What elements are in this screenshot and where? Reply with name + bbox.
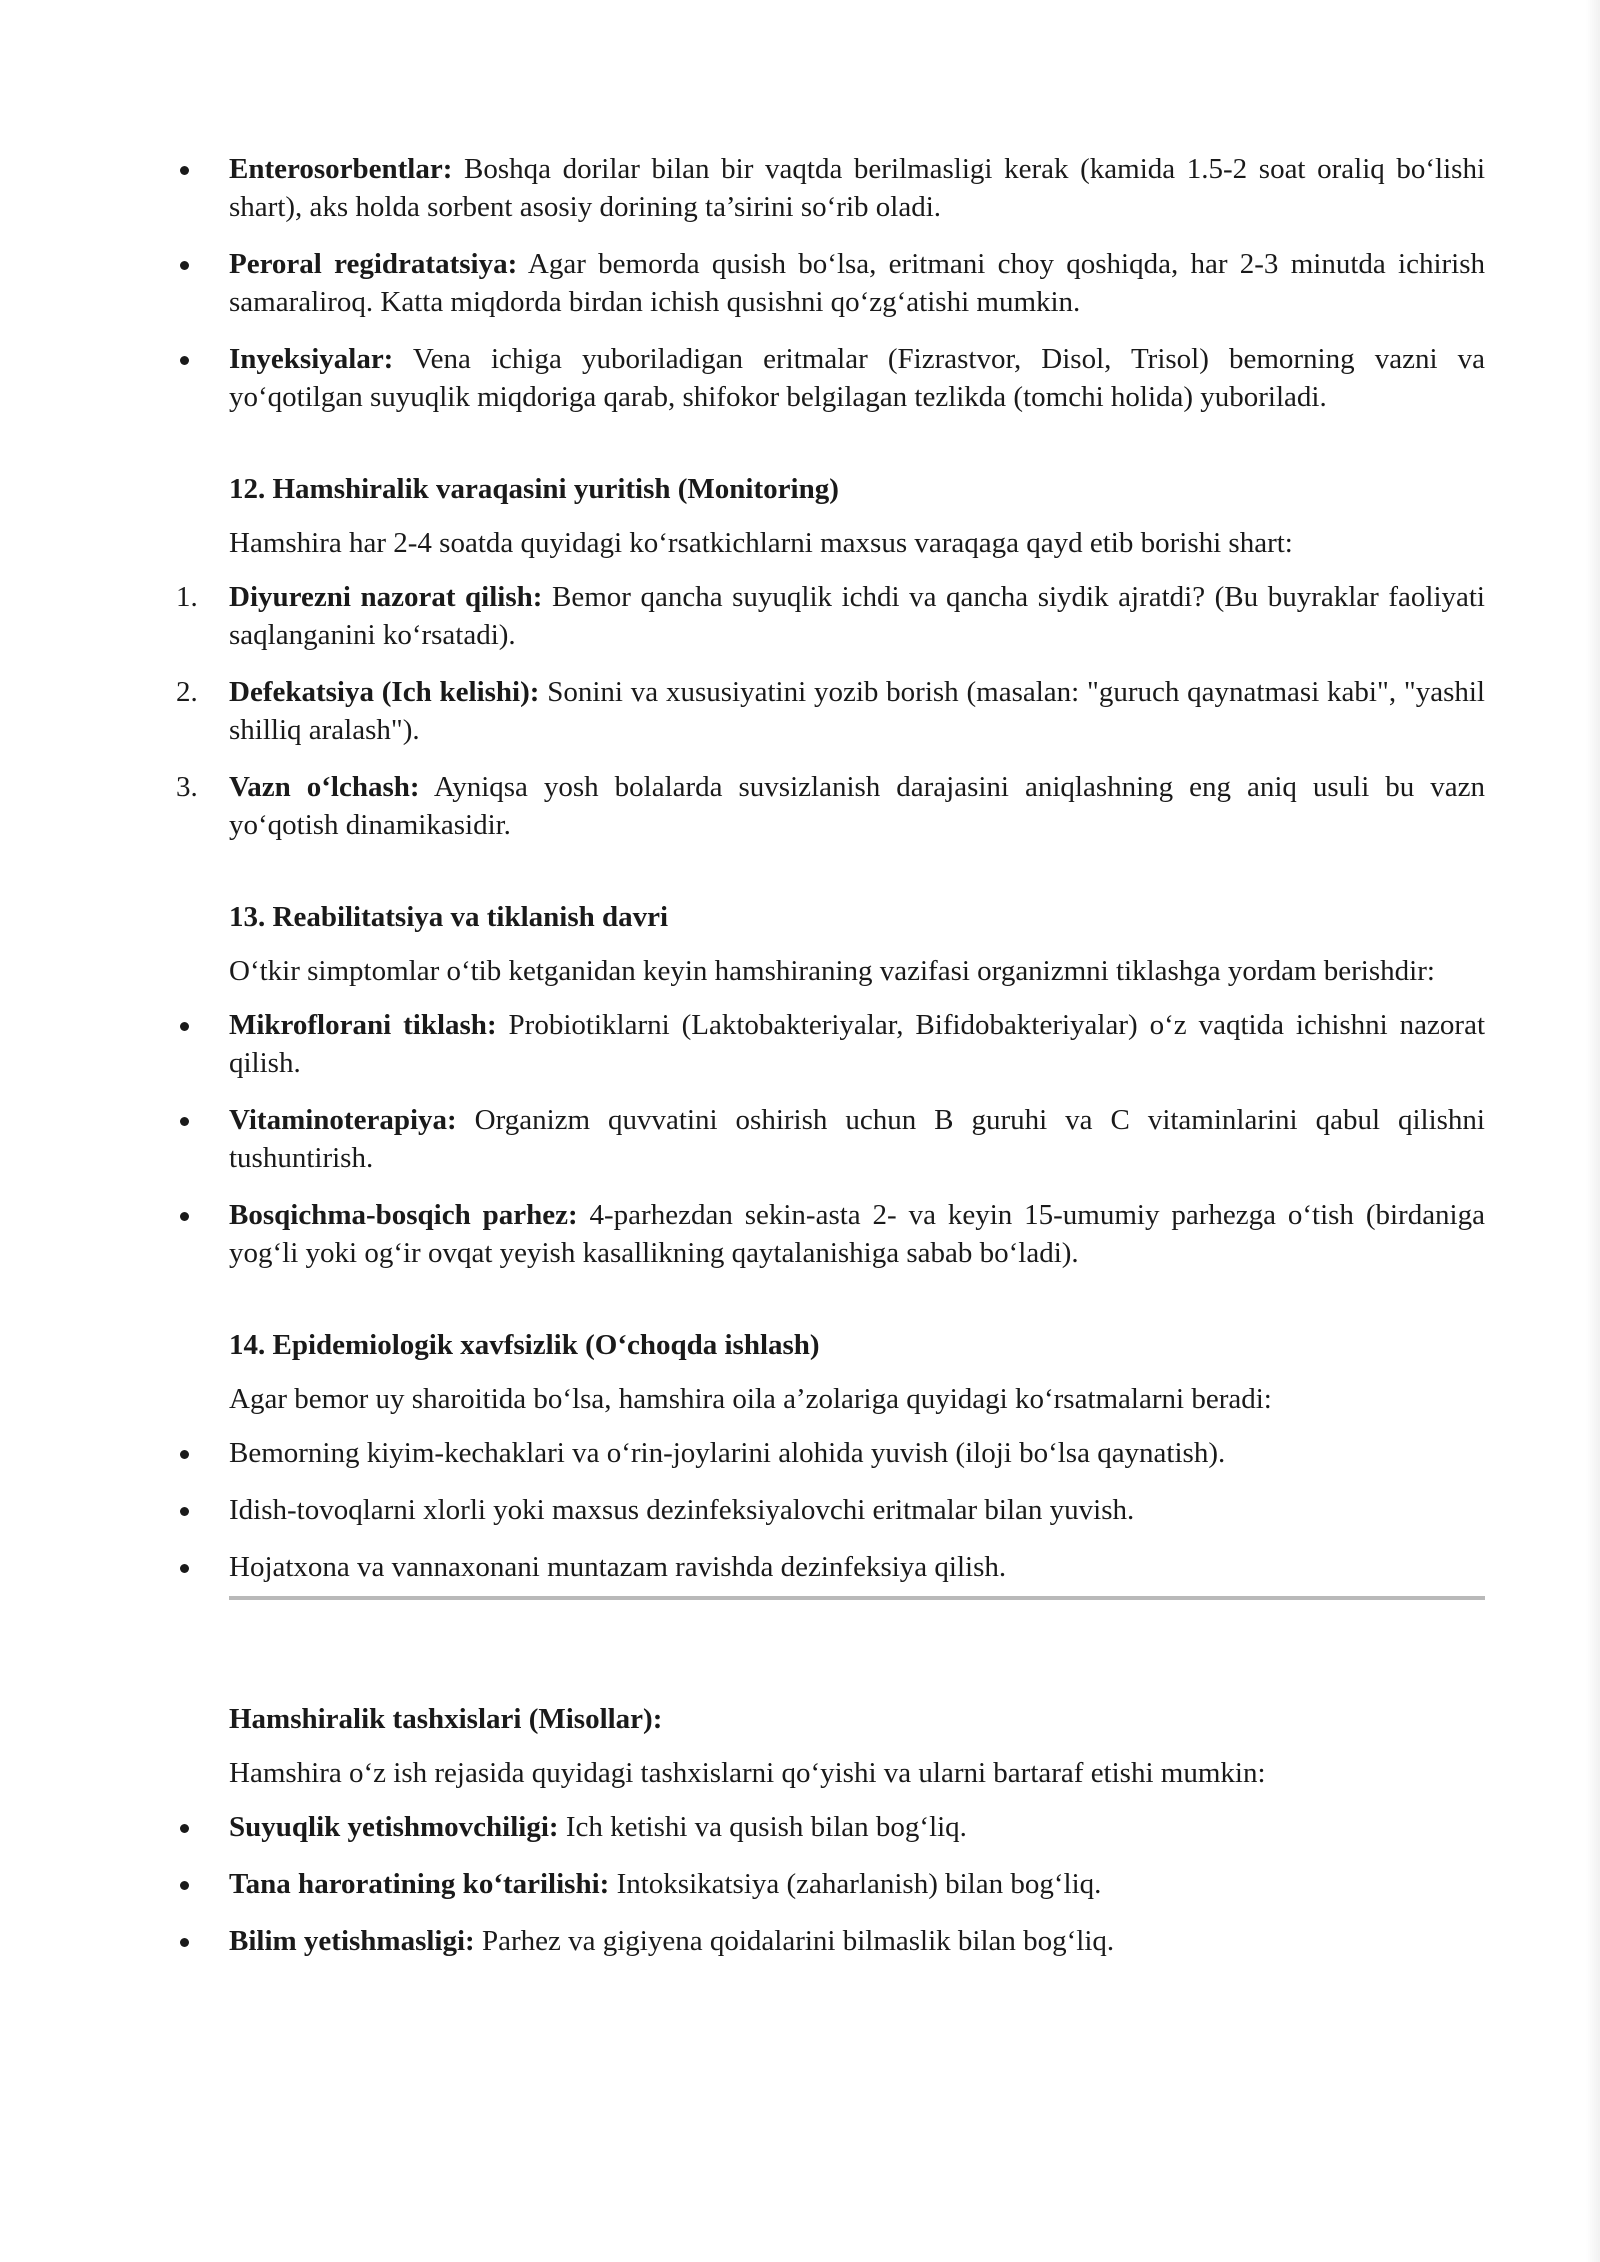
list-item: [0, 1491, 1485, 1529]
bullet-icon: [180, 1938, 189, 1947]
section-13-heading: 13. Reabilitatsiya va tiklanish davri: [229, 901, 669, 933]
list-item: [0, 1548, 1485, 1586]
item-text: Vena ichiga yuboriladigan eritmalar (Fizrastvor, Disol, Trisol) bemorning vazni va yo‘qotilgan suyuqlik miqdoriga qarab, shifokor belgilagan tezlikda (tomchi holida) yuboriladi.: [229, 343, 1485, 413]
section-13-intro: O‘tkir simptomlar o‘tib ketganidan keyin hamshiraning vazifasi organizmni tiklashga yordam berishdir:: [229, 955, 1435, 987]
section-14-intro: Agar bemor uy sharoitida bo‘lsa, hamshira oila a’zolariga quyidagi ko‘rsatmalarni beradi:: [229, 1383, 1272, 1415]
item-title: Vitaminoterapiya:: [229, 1104, 457, 1136]
list-item: [0, 150, 1485, 226]
item-text: Ayniqsa yosh bolalarda suvsizlanish darajasini aniqlashning eng aniq usuli bu vazn yo‘qotish dinamikasidir.: [229, 771, 1485, 841]
section-12-heading: 12. Hamshiralik varaqasini yuritish (Monitoring): [229, 473, 839, 505]
list-item: [0, 245, 1485, 321]
numbered-item: [0, 578, 1485, 654]
diagnoses-intro: Hamshira o‘z ish rejasida quyidagi tashxislarni qo‘yishi va ularni bartaraf etishi mumkin:: [229, 1757, 1266, 1789]
item-title: Enterosorbentlar:: [229, 153, 453, 185]
item-text: Boshqa dorilar bilan bir vaqtda berilmasligi kerak (kamida 1.5-2 soat oraliq bo‘lishi shart), aks holda sorbent asosiy dorining ta’sirini so‘rib oladi.: [229, 153, 1485, 223]
item-number: 3.: [176, 771, 198, 803]
section-14-heading: 14. Epidemiologik xavfsizlik (O‘choqda ishlash): [229, 1329, 820, 1361]
list-item: [0, 1434, 1485, 1472]
item-text: 4-parhezdan sekin-asta 2- va keyin 15-umumiy parhezga o‘tish (birdaniga yog‘li yoki og‘ir ovqat yeyish kasallikning qaytalanishiga sabab bo‘ladi).: [229, 1199, 1485, 1269]
bullet-icon: [180, 261, 189, 270]
item-title: Vazn o‘lchash:: [229, 771, 420, 803]
bullet-icon: [180, 1212, 189, 1221]
list-item: [0, 1006, 1485, 1082]
item-title: Suyuqlik yetishmovchiligi:: [229, 1811, 559, 1843]
item-title: Defekatsiya (Ich kelishi):: [229, 676, 540, 708]
item-title: Bilim yetishmasligi:: [229, 1925, 475, 1957]
item-title: Bosqichma-bosqich parhez:: [229, 1199, 578, 1231]
list-item: [0, 1101, 1485, 1177]
item-title: Tana haroratining ko‘tarilishi:: [229, 1868, 610, 1900]
bullet-icon: [180, 1022, 189, 1031]
list-item: [0, 1865, 1485, 1903]
item-text: Probiotiklarni (Laktobakteriyalar, Bifidobakteriyalar) o‘z vaqtida ichishni nazorat qilish.: [229, 1009, 1486, 1079]
list-item: [0, 1808, 1485, 1846]
item-text: Organizm quvvatini oshirish uchun B guruhi va C vitaminlarini qabul qilishni tushuntirish.: [229, 1104, 1485, 1174]
item-text: Intoksikatsiya (zaharlanish) bilan bog‘liq.: [609, 1868, 1102, 1900]
document-body: [0, 150, 1600, 1979]
item-text: Bemorning kiyim-kechaklari va o‘rin-joylarini alohida yuvish (iloji bo‘lsa qaynatish).: [229, 1437, 1226, 1469]
bullet-icon: [180, 1117, 189, 1126]
bullet-icon: [180, 1507, 189, 1516]
numbered-item: [0, 768, 1485, 844]
list-item: [0, 340, 1485, 416]
item-text: Bemor qancha suyuqlik ichdi va qancha siydik ajratdi? (Bu buyraklar faoliyati saqlanganini ko‘rsatadi).: [229, 581, 1485, 651]
item-text: Parhez va gigiyena qoidalarini bilmaslik bilan bog‘liq.: [474, 1925, 1115, 1957]
list-item: [0, 1922, 1485, 1960]
numbered-item: [0, 673, 1485, 749]
bullet-icon: [180, 356, 189, 365]
item-text: Ich ketishi va qusish bilan bog‘liq.: [558, 1811, 967, 1843]
item-text: Hojatxona va vannaxonani muntazam ravishda dezinfeksiya qilish.: [229, 1551, 1007, 1583]
item-title: Inyeksiyalar:: [229, 343, 394, 375]
item-text: Agar bemorda qusish bo‘lsa, eritmani choy qoshiqda, har 2-3 minutda ichirish samaraliroq. Katta miqdorda birdan ichish qusishni qo‘zg‘atishi mumkin.: [229, 248, 1486, 318]
item-number: 1.: [176, 581, 198, 613]
item-number: 2.: [176, 676, 198, 708]
bullet-icon: [180, 1824, 189, 1833]
bullet-icon: [180, 1564, 189, 1573]
item-text: Idish-tovoqlarni xlorli yoki maxsus dezinfeksiyalovchi eritmalar bilan yuvish.: [229, 1494, 1135, 1526]
item-title: Peroral regidratatsiya:: [229, 248, 518, 280]
section-12-intro: Hamshira har 2-4 soatda quyidagi ko‘rsatkichlarni maxsus varaqaga qayd etib borishi shart:: [229, 527, 1293, 559]
item-title: Mikroflorani tiklash:: [229, 1009, 497, 1041]
list-item: [0, 1196, 1485, 1272]
diagnoses-heading: Hamshiralik tashxislari (Misollar):: [229, 1703, 663, 1735]
bullet-icon: [180, 166, 189, 175]
item-text: Sonini va xususiyatini yozib borish (masalan: "guruch qaynatmasi kabi", "yashil shilliq aralash").: [229, 676, 1485, 746]
item-title: Diyurezni nazorat qilish:: [229, 581, 543, 613]
bullet-icon: [180, 1450, 189, 1459]
horizontal-divider: [229, 1596, 1485, 1600]
bullet-icon: [180, 1881, 189, 1890]
